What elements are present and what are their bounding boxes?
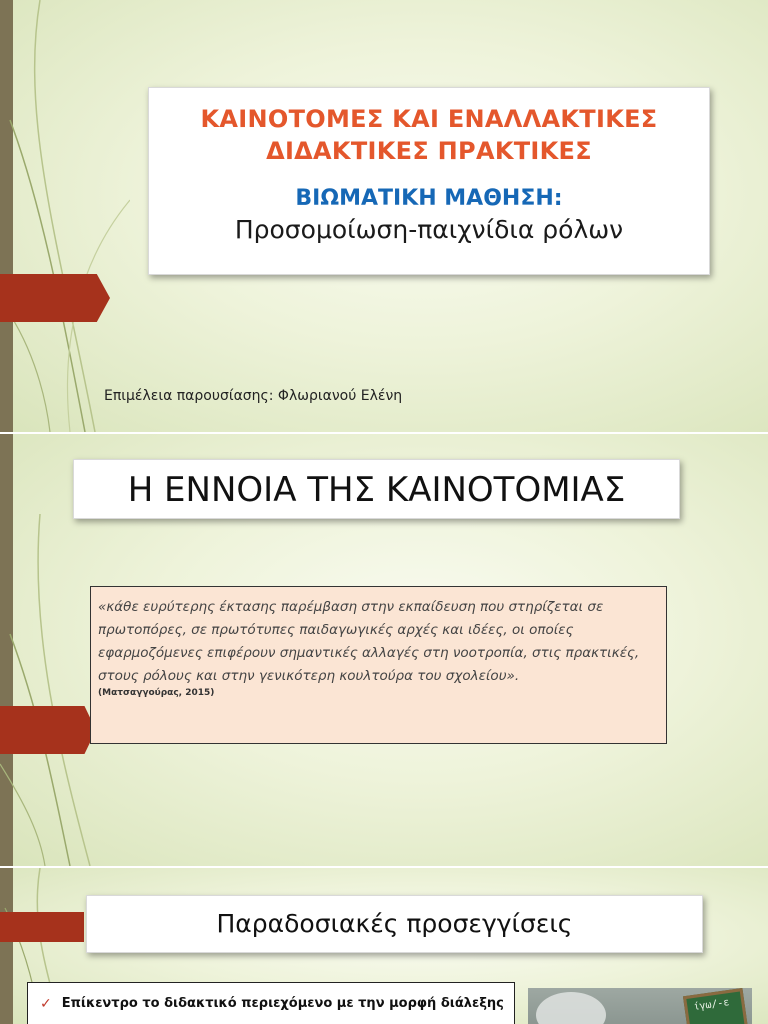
chalkboard-text: ίγω/-ε xyxy=(692,997,731,1013)
slide-1 xyxy=(0,0,768,432)
title-line-2: ΔΙΔΑΚΤΙΚΕΣ ΠΡΑΚΤΙΚΕΣ xyxy=(266,137,592,165)
quote-text: «κάθε ευρύτερης έκτασης παρέμβαση στην εκπαίδευση που στηρίζεται σε πρωτοπόρες, σε πρωτότυπες παιδαγωγικές αρχές και ιδέες, οι οποίες εφαρμοζόμενες επιφέρουν σημαντικές αλλαγές στη νοοτροπία, στις πρακτικές, στους ρόλους και στην γενικότερη κουλτούρα του σχολείου». xyxy=(98,599,640,684)
bullet-list xyxy=(27,982,515,1024)
slide-2 xyxy=(0,434,768,866)
slide-tab-marker xyxy=(0,706,96,754)
decorative-swirl-lines xyxy=(0,0,130,432)
quote-box xyxy=(90,586,667,744)
quote-citation: (Ματσαγγούρας, 2015) xyxy=(98,688,215,698)
slide-tab-marker xyxy=(0,274,110,322)
subtitle-black: Προσομοίωση-παιχνίδια ρόλων xyxy=(234,215,624,244)
author-credit: Επιμέλεια παρουσίασης: Φλωριανού Ελένη xyxy=(104,388,403,404)
checkmark-icon: ✓ xyxy=(40,996,52,1012)
list-item xyxy=(40,996,508,1012)
bullet-text: Επίκεντρο το διδακτικό περιεχόμενο με την μορφή διάλεξης xyxy=(61,996,504,1011)
subtitle-blue: ΒΙΩΜΑΤΙΚΗ ΜΑΘΗΣΗ: xyxy=(295,186,563,211)
slide-title: Η ΕΝΝΟΙΑ ΤΗΣ ΚΑΙΝΟΤΟΜΙΑΣ xyxy=(73,459,680,519)
slide-tab-marker xyxy=(0,912,84,942)
slide-3 xyxy=(0,868,768,1024)
slide-title: Παραδοσιακές προσεγγίσεις xyxy=(86,895,703,953)
classroom-picture xyxy=(528,988,752,1024)
chalkboard xyxy=(683,988,749,1024)
speech-bubble-shape xyxy=(536,992,606,1024)
title-line-1: ΚΑΙΝΟΤΟΜΕΣ ΚΑΙ ΕΝΑΛΛΑΚΤΙΚΕΣ xyxy=(200,105,658,133)
title-box xyxy=(148,87,710,275)
